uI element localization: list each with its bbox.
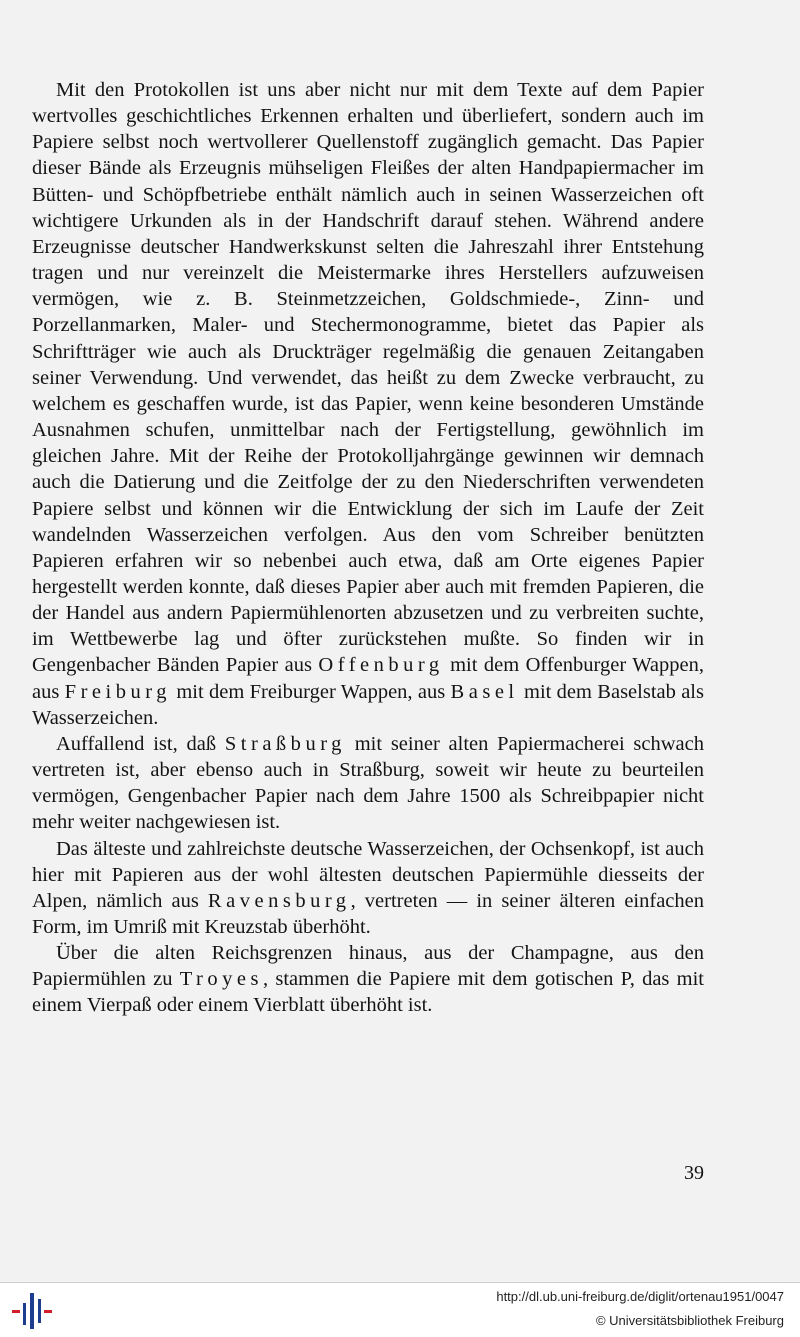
text-span: mit seiner alten Papiermacherei schwach vertreten ist, aber ebenso auch in Straßburg, soweit wir heute zu beurteilen vermögen, Gengenbacher Papier nach dem Jahre 1500 als Schreibpapier nicht mehr weiter nachgewiesen ist. xyxy=(32,732,705,834)
text-span: Das älteste und zahlreichste deutsche Wasserzeichen, der Ochsenkopf, ist auch hier mit Papieren aus der wohl ältesten deutschen Papiermühle diesseits der Alpen, nämlich aus xyxy=(32,837,704,912)
paragraph xyxy=(32,77,704,731)
text-span: Auffallend ist, daß xyxy=(56,732,225,755)
text-span: mit dem Offenburger Wappen, aus xyxy=(32,654,704,703)
text-span: , stammen die Papiere mit dem gotischen P, das mit einem Vierpaß oder einem Vierblatt überhöht ist. xyxy=(32,968,704,1017)
paragraph xyxy=(32,940,704,1018)
paragraph xyxy=(32,731,704,836)
footer-bar xyxy=(0,1282,800,1337)
place-name: Basel xyxy=(450,680,519,703)
place-name: Freiburg xyxy=(64,680,171,703)
place-name: Ravensburg xyxy=(207,889,351,912)
text-span: mit dem Baselstab als Wasserzeichen. xyxy=(32,680,704,729)
page-number: 39 xyxy=(684,1162,704,1184)
footer-url-link[interactable]: http://dl.ub.uni-freiburg.de/diglit/ortenau1951/0047 xyxy=(496,1289,784,1304)
paragraph xyxy=(32,836,704,941)
text-span: mit dem Freiburger Wappen, aus xyxy=(170,680,451,703)
footer-copyright: © Universitätsbibliothek Freiburg xyxy=(595,1313,784,1328)
text-span: Über die alten Reichsgrenzen hinaus, aus der Champagne, aus den Papiermühlen zu xyxy=(32,942,704,991)
text-span: Mit den Protokollen ist uns aber nicht nur mit dem Texte auf dem Papier wertvolles geschichtliches Erkennen erhalten und überliefert, sondern auch im Papiere selbst noch wertvollerer Quellenstoff zugänglich gemacht. Das Papier dieser Bände als Erzeugnis mühseligen Fleißes der alten Handpapiermacher im Bütten- und Schöpfbetriebe enthält nämlich auch in seinen Wasserzeichen oft wichtigere Urkunden als in der Handschrift darauf stehen. Während andere Erzeugnisse deutscher Handwerkskunst selten die Jahreszahl ihrer Entstehung tragen und nur vereinzelt die Meistermarke ihres Herstellers aufzuweisen vermögen, wie z. B. Steinmetzzeichen, Goldschmiede-, Zinn- und Porzellanmarken, Maler- und Stechermonogramme, bietet das Papier als Schriftträger wie auch als Druckträger regelmäßig die genauen Zeitangaben seiner Verwendung. Und verwendet, das heißt zu dem Zwecke verbraucht, zu welchem es geschaffen wurde, ist das Papier, wenn keine besonderen Umstände Ausnahmen schufen, unmittelbar nach der Fertigstellung, gewöhnlich im gleichen Jahre. Mit der Reihe der Protokolljahrgänge gewinnen wir demnach auch die Datierung und die Zeitfolge der zu den Niederschriften verwendeten Papiere selbst und können wir die Entwicklung der sich im Laufe der Zeit wandelnden Wasserzeichen verfolgen. Aus den vom Schreiber benützten Papieren erfahren wir so nebenbei auch etwa, daß am Orte eigenes Papier hergestellt werden konnte, daß dieses Papier aber auch mit fremden Papieren, die der Handel aus andern Papiermühlenorten abzusetzen und zu verbreiten suchte, im Wettbewerbe lag und öfter zurückstehen mußte. So finden wir in Gengenbacher Bänden Papier aus xyxy=(32,79,704,677)
ub-freiburg-logo-icon xyxy=(10,1291,54,1331)
place-name: Troyes xyxy=(179,968,263,991)
body-text xyxy=(32,77,704,1019)
text-span: , vertreten — in seiner älteren einfachen Form, im Umriß mit Kreuzstab überhöht. xyxy=(32,889,704,938)
place-name: Straßburg xyxy=(224,732,346,755)
place-name: Offenburg xyxy=(318,654,444,677)
